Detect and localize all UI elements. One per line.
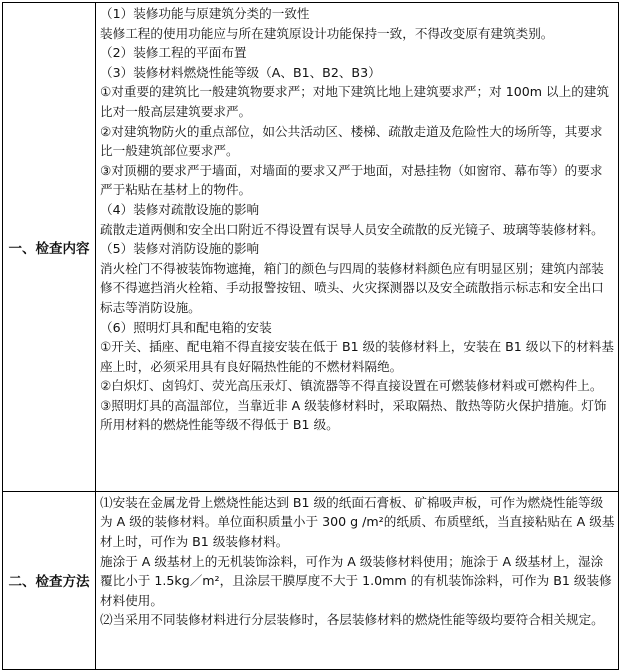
content-line: （2）装修工程的平面布置 <box>100 45 247 61</box>
content-line: （3）装修材料燃烧性能等级（A、B1、B2、B3） <box>100 64 381 80</box>
content-line: （1）装修功能与原建筑分类的一致性 <box>100 6 310 21</box>
content-line: ③照明灯具的高温部位，当靠近非 A 级装修材料时，采取隔热、散热等防火保护措施。灯饰所用材料的燃烧性能等级不得低于 B1 级。 <box>100 397 607 433</box>
content-line: ③对顶棚的要求严于墙面，对墙面的要求又严于地面，对悬挂物（如窗帘、幕布等）的要求严于粘贴在基材上的物件。 <box>100 162 603 198</box>
method-line: ⑴安装在金属龙骨上燃烧性能达到 B1 级的纸面石膏板、矿棉吸声板，可作为燃烧性能等级为 A 级的装修材料。单位面积质量小于 300 g /m²的纸质、布质壁纸，当直接粘贴在 A 级基材上时，可作为 B1 级装修材料。 <box>100 494 615 549</box>
content-line: 消火栓门不得被装饰物遮掩，箱门的颜色与四周的装修材料颜色应有明显区别；建筑内部装修不得遮挡消火栓箱、手动报警按钮、喷头、火灾探测器以及安全疏散指示标志和安全出口标志等消防设施。 <box>100 260 604 315</box>
inspection-table <box>2 2 619 670</box>
content-line: （4）装修对疏散设施的影响 <box>100 201 260 217</box>
row-label-content: 一、检查内容 <box>3 3 96 492</box>
content-line: ①开关、插座、配电箱不得直接安装在低于 B1 级的装修材料上，安装在 B1 级以下的材料基座上时，必须采用具有良好隔热性能的不燃材料隔绝。 <box>100 339 614 374</box>
method-cell <box>96 491 619 669</box>
content-line: （5）装修对消防设施的影响 <box>100 241 260 257</box>
content-line: ①对重要的建筑比一般建筑物要求严；对地下建筑比地上建筑要求严；对 100m 以上的建筑比对一般高层建筑要求严。 <box>100 84 609 119</box>
table-row-content <box>3 3 619 492</box>
method-line: ⑵当采用不同装修材料进行分层装修时，各层装修材料的燃烧性能等级均要符合相关规定。 <box>100 612 604 628</box>
content-line: ②白炽灯、卤钨灯、荧光高压汞灯、镇流器等不得直接设置在可燃装修材料或可燃构件上。 <box>100 378 603 394</box>
content-cell <box>96 3 619 492</box>
row-label-method: 二、检查方法 <box>3 491 96 669</box>
content-line: ②对建筑物防火的重点部位，如公共活动区、楼梯、疏散走道及危险性大的场所等，其要求比一般建筑部位要求严。 <box>100 123 603 159</box>
content-line: （6）照明灯具和配电箱的安装 <box>100 319 272 335</box>
method-line: 施涂于 A 级基材上的无机装饰涂料，可作为 A 级装修材料使用；施涂于 A 级基材上，湿涂覆比小于 1.5kg／m²，且涂层干膜厚度不大于 1.0mm 的有机装饰涂料，可作为 B1 级装修材料使用。 <box>100 553 612 608</box>
content-line: 疏散走道两侧和安全出口附近不得设置有误导人员安全疏散的反光镜子、玻璃等装修材料。 <box>100 221 604 237</box>
content-line: 装修工程的使用功能应与所在建筑原设计功能保持一致，不得改变原有建筑类别。 <box>100 25 554 41</box>
table-row-method <box>3 491 619 669</box>
